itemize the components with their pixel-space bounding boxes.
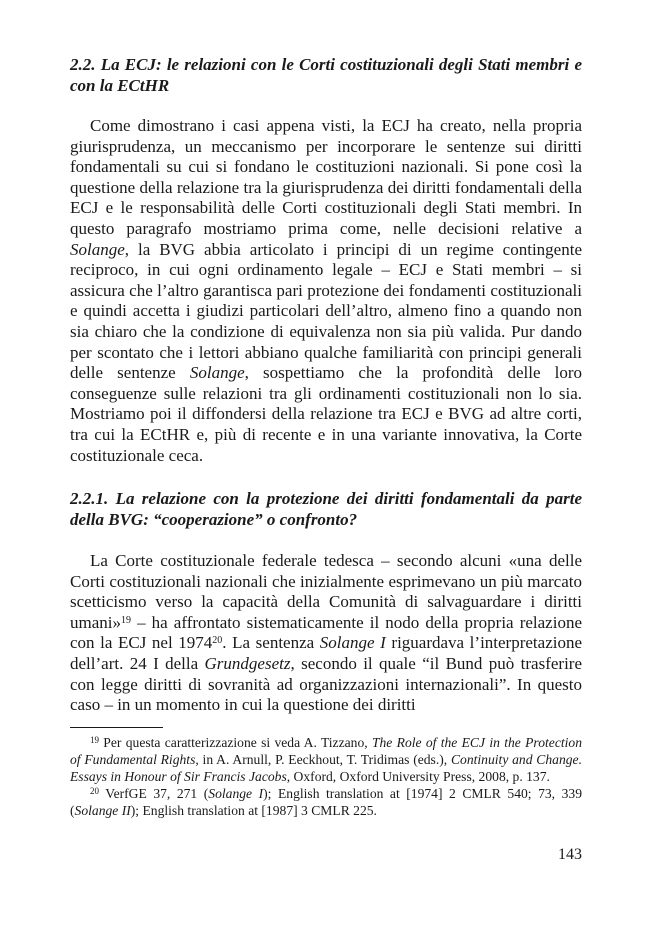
footnotes — [70, 734, 582, 819]
page-number: 143 — [558, 846, 582, 863]
para2-italic-1: Solange I — [319, 633, 386, 653]
footnote-20-italic-1: Solange I — [208, 786, 264, 801]
footnote-20-number: 20 — [90, 786, 99, 796]
para1-text-2: , la BVG abbia articolato i principi di un regime contingente reciproco, in cui ogni ordinamento legale – ECJ e Stati membri – si assicura che l’altro garantisca pari protezione dei fondamenti costituzionali e quindi accetta i giudizi particolari dell’altro, almeno fino a quando non sia chiaro che la condizione di equivalenza non sia più valida. Pur dando per scontato che i lettori abbiano qualche familiarità con principi generali delle sentenze — [70, 239, 582, 383]
footnote-19-number: 19 — [90, 735, 99, 745]
para1-italic-1: Solange — [70, 239, 125, 259]
para2-text-4: riguardava l’interpretazione dell’art. 24 I della — [70, 633, 583, 674]
footnote-19-text-1: Per questa caratterizzazione si veda A. Tizzano, — [99, 735, 372, 750]
subsection-heading: 2.2.1. La relazione con la protezione dei diritti fondamentali da parte della BVG: “cooperazione” o confronto? — [70, 489, 582, 530]
para1-text-3: , sospettiamo che la profondità delle loro conseguenze sulle relazioni tra gli ordinamenti costituzionali non lo sia. Mostriamo poi il diffondersi della relazione tra ECJ e BVG ad altre corti, tra cui la ECtHR e, più di recente e in una variante innovativa, la Corte costituzionale ceca. — [70, 363, 583, 465]
para2-italic-2: Grundgesetz — [204, 654, 291, 674]
para2-text-1: La Corte costituzionale federale tedesca – secondo alcuni «una delle Corti costituzionali nazionali che inizialmente esprimevano un più marcato scetticismo verso la capacità della Comunità di salvaguardare i diritti umani» — [70, 551, 582, 632]
para1-italic-2: Solange — [189, 363, 245, 383]
footnote-20 — [70, 785, 582, 819]
para1-text-1: Come dimostrano i casi appena visti, la ECJ ha creato, nella propria giurisprudenza, un meccanismo per incorporare le sentenze sui diritti fondamentali su cui si fondano le costituzioni nazionali. Si pone così la questione della relazione tra la giurisprudenza dei diritti fondamentali della ECJ e le responsabilità delle Corti costituzionali degli Stati membri. In questo paragrafo mostriamo prima come, nelle decisioni relative a — [70, 116, 582, 238]
footnote-ref-20[interactable]: 20 — [212, 635, 223, 647]
footnote-20-text-3: ); English translation at [1987] 3 CMLR 225. — [130, 803, 377, 818]
footnote-19-italic-2: Continuity and Change. Essays in Honour of Sir Francis Jacobs — [70, 752, 582, 784]
page-body — [70, 54, 582, 716]
footnote-20-text-1: VerfGE 37, 271 ( — [99, 786, 209, 801]
para2-text-2: – ha affrontato sistematicamente il nodo della propria relazione con la ECJ nel 1974 — [70, 612, 582, 653]
section-heading: 2.2. La ECJ: le relazioni con le Corti costituzionali degli Stati membri e con la ECtHR — [70, 55, 582, 95]
para2-text-5: , secondo il quale “il Bund può trasferire con legge diritti di sovranità ad organizzazioni internazionali”. In questo caso – in un momento in cui la questione dei diritti — [70, 654, 582, 715]
footnote-ref-19[interactable]: 19 — [121, 614, 131, 626]
footnote-19-text-3: , Oxford, Oxford University Press, 2008, p. 137. — [286, 769, 550, 784]
paragraph-1 — [70, 116, 582, 466]
footnote-divider — [70, 727, 163, 728]
paragraph-2 — [70, 551, 582, 716]
para2-text-3: . La sentenza — [222, 633, 320, 653]
footnote-20-italic-2: Solange II — [74, 803, 131, 818]
footnote-20-text-2: ); English translation at [1974] 2 CMLR 540; 73, 339 ( — [70, 786, 582, 818]
footnote-19-italic-1: The Role of the ECJ in the Protection of Fundamental Rights — [70, 735, 582, 767]
footnote-19-text-2: , in A. Arnull, P. Eeckhout, T. Tridimas (eds.), — [195, 752, 451, 767]
footnote-19 — [70, 734, 582, 785]
